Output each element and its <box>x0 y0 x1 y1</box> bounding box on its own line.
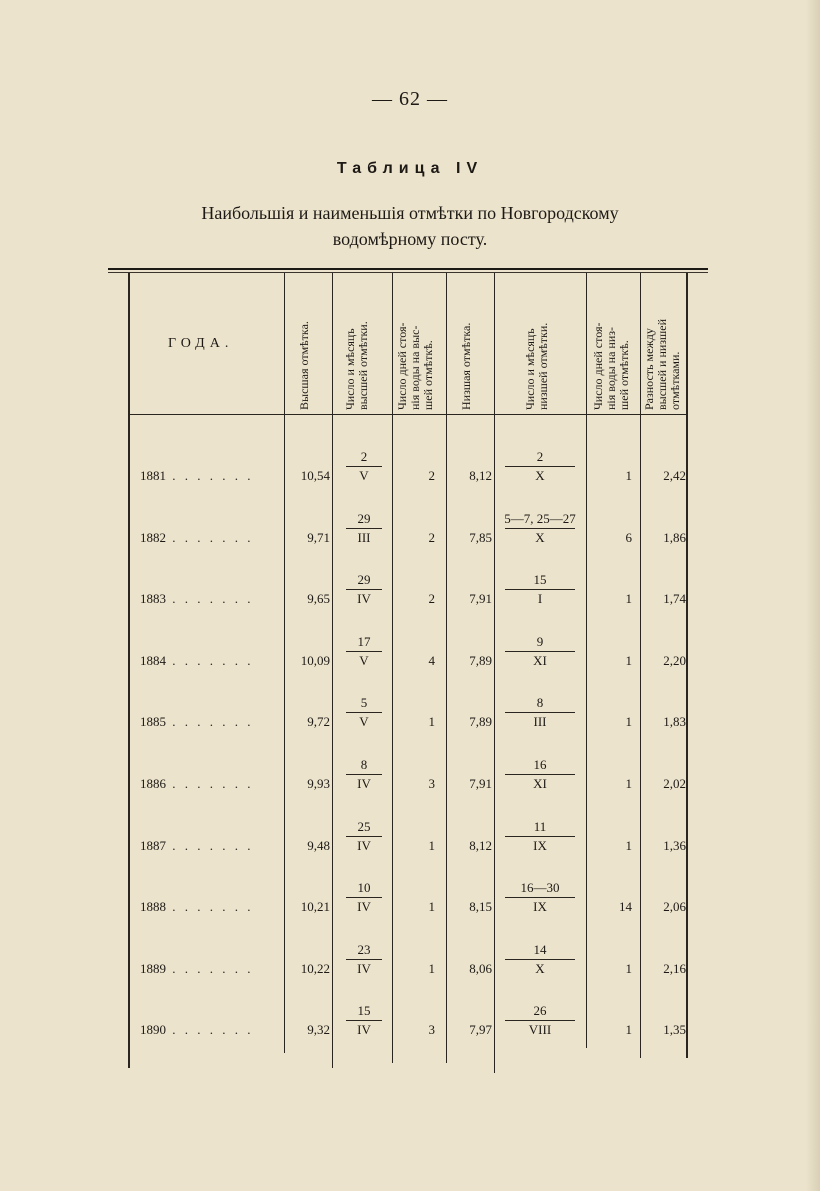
low-mark-cell: 7,89 <box>469 714 492 729</box>
high-date-cell <box>336 511 392 546</box>
high-date-cell <box>336 757 392 792</box>
high-date-day: 10 <box>357 880 371 895</box>
year-cell <box>140 653 280 669</box>
low-days-cell: 1 <box>625 838 632 853</box>
difference-cell: 1,35 <box>663 1022 686 1037</box>
low-date-month: III <box>533 714 547 729</box>
low-date-day: 2 <box>536 449 544 464</box>
leader-dots: . . . . . . . <box>166 591 254 606</box>
header-high-days-line1: Число дней стоя- <box>395 322 409 410</box>
high-date-day: 17 <box>357 634 371 649</box>
difference-cell: 2,16 <box>663 961 686 976</box>
low-date-cell <box>496 634 584 669</box>
year-value: 1885 <box>140 714 166 729</box>
difference-cell: 1,83 <box>663 714 686 729</box>
high-date-cell <box>336 819 392 854</box>
low-date-month: XI <box>533 776 547 791</box>
header-high-days-line2: нія воды на выс- <box>408 325 422 410</box>
high-date-month: V <box>359 468 369 483</box>
low-days-cell: 1 <box>625 653 632 668</box>
year-cell <box>140 591 280 607</box>
table-row <box>0 880 820 946</box>
year-cell <box>140 1022 280 1038</box>
low-date-day: 14 <box>533 942 547 957</box>
fraction-bar <box>346 959 382 960</box>
low-date-cell <box>496 449 584 484</box>
fraction-bar <box>346 589 382 590</box>
title-line-1: Наибольшія и наименьшія отмѣтки по Новгородскому <box>201 203 619 223</box>
year-value: 1888 <box>140 899 166 914</box>
low-date-day: 16—30 <box>520 880 560 895</box>
header-high-date-line1: Число и мѣсяцъ <box>343 328 357 410</box>
fraction-bar <box>505 651 575 652</box>
high-date-day: 29 <box>357 572 371 587</box>
fraction-bar <box>505 589 575 590</box>
header-low-days-line2: нія воды на низ- <box>604 326 618 410</box>
fraction-bar <box>346 836 382 837</box>
low-date-day: 16 <box>533 757 547 772</box>
year-value: 1887 <box>140 838 166 853</box>
header-low-days-line3: шей отмѣткѣ. <box>617 340 631 410</box>
high-date-month: IV <box>357 591 371 606</box>
high-mark-cell: 9,65 <box>307 591 330 606</box>
high-days-cell: 3 <box>428 1022 435 1037</box>
fraction-bar <box>346 651 382 652</box>
high-mark-cell: 9,93 <box>307 776 330 791</box>
difference-cell: 2,02 <box>663 776 686 791</box>
page-number: — 62 — <box>372 88 448 110</box>
low-days-cell: 14 <box>619 899 632 914</box>
high-mark-cell: 10,09 <box>300 653 330 668</box>
year-cell <box>140 776 280 792</box>
low-mark-cell: 7,91 <box>469 776 492 791</box>
header-low-days <box>592 322 631 410</box>
fraction-bar <box>505 466 575 467</box>
low-mark-cell: 7,97 <box>469 1022 492 1037</box>
year-value: 1881 <box>140 468 166 483</box>
high-date-month: III <box>357 530 371 545</box>
low-date-month: X <box>535 468 545 483</box>
high-date-cell <box>336 572 392 607</box>
low-days-cell: 1 <box>625 468 632 483</box>
fraction-bar <box>505 1020 575 1021</box>
high-mark-cell: 9,48 <box>307 838 330 853</box>
high-date-month: IV <box>357 838 371 853</box>
high-date-month: V <box>359 653 369 668</box>
title-line-2: водомѣрному посту. <box>332 229 488 249</box>
header-rule <box>128 414 688 415</box>
high-days-cell: 1 <box>428 714 435 729</box>
table-row <box>0 757 820 823</box>
low-mark-cell: 8,06 <box>469 961 492 976</box>
leader-dots: . . . . . . . <box>166 838 254 853</box>
header-difference-line3: отмѣтками. <box>668 351 682 410</box>
header-high-date <box>344 321 370 410</box>
header-difference-line2: высшей и низшей <box>655 318 669 410</box>
high-date-day: 5 <box>360 695 368 710</box>
fraction-bar <box>505 959 575 960</box>
difference-cell: 2,06 <box>663 899 686 914</box>
low-date-month: IX <box>533 899 547 914</box>
high-date-month: IV <box>357 776 371 791</box>
header-difference-line1: Разность между <box>642 328 656 410</box>
header-difference <box>643 319 682 410</box>
difference-cell: 1,36 <box>663 838 686 853</box>
high-date-day: 8 <box>360 757 368 772</box>
header-low-mark <box>460 323 473 410</box>
high-date-month: V <box>359 714 369 729</box>
high-days-cell: 4 <box>428 653 435 668</box>
high-days-cell: 2 <box>428 591 435 606</box>
low-mark-cell: 7,85 <box>469 530 492 545</box>
low-mark-cell: 8,12 <box>469 838 492 853</box>
leader-dots: . . . . . . . <box>166 1022 254 1037</box>
fraction-bar <box>505 774 575 775</box>
low-days-cell: 1 <box>625 961 632 976</box>
leader-dots: . . . . . . . <box>166 653 254 668</box>
fraction-bar <box>505 712 575 713</box>
high-date-month: IV <box>357 899 371 914</box>
high-mark-cell: 9,71 <box>307 530 330 545</box>
high-date-day: 29 <box>357 511 371 526</box>
year-cell <box>140 530 280 546</box>
low-date-cell <box>496 880 584 915</box>
header-high-mark <box>298 321 311 410</box>
year-cell <box>140 468 280 484</box>
year-value: 1889 <box>140 961 166 976</box>
low-date-day: 15 <box>533 572 547 587</box>
year-value: 1883 <box>140 591 166 606</box>
table-row <box>0 942 820 1008</box>
fraction-bar <box>346 1020 382 1021</box>
year-cell <box>140 899 280 915</box>
low-date-cell <box>496 942 584 977</box>
difference-cell: 2,20 <box>663 653 686 668</box>
header-high-days-line3: шей отмѣткѣ. <box>421 340 435 410</box>
high-date-cell <box>336 695 392 730</box>
year-cell <box>140 714 280 730</box>
low-days-cell: 1 <box>625 591 632 606</box>
top-rule-thin <box>108 272 708 273</box>
low-date-cell <box>496 695 584 730</box>
table-row <box>0 572 820 638</box>
header-low-mark-text: Низшая отмѣтка. <box>459 322 473 410</box>
high-date-month: IV <box>357 1022 371 1037</box>
table-row <box>0 695 820 761</box>
low-date-day: 9 <box>536 634 544 649</box>
low-days-cell: 1 <box>625 776 632 791</box>
high-date-cell <box>336 1003 392 1038</box>
fraction-bar <box>346 897 382 898</box>
table-row <box>0 449 820 515</box>
header-low-date-line1: Число и мѣсяцъ <box>523 328 537 410</box>
high-mark-cell: 9,32 <box>307 1022 330 1037</box>
leader-dots: . . . . . . . <box>166 468 254 483</box>
high-date-cell <box>336 634 392 669</box>
high-days-cell: 1 <box>428 899 435 914</box>
leader-dots: . . . . . . . <box>166 776 254 791</box>
low-date-day: 11 <box>533 819 547 834</box>
high-date-cell <box>336 880 392 915</box>
fraction-bar <box>505 836 575 837</box>
year-value: 1884 <box>140 653 166 668</box>
high-days-cell: 1 <box>428 961 435 976</box>
low-date-month: I <box>537 591 543 606</box>
year-cell <box>140 961 280 977</box>
high-date-day: 15 <box>357 1003 371 1018</box>
leader-dots: . . . . . . . <box>166 530 254 545</box>
high-date-day: 2 <box>360 449 368 464</box>
low-days-cell: 6 <box>625 530 632 545</box>
year-cell <box>140 838 280 854</box>
leader-dots: . . . . . . . <box>166 714 254 729</box>
header-year: ГОДА. <box>168 336 234 351</box>
high-date-cell <box>336 449 392 484</box>
table-row <box>0 511 820 577</box>
high-date-cell <box>336 942 392 977</box>
low-date-day: 5—7, 25—27 <box>504 511 576 526</box>
fraction-bar <box>505 528 575 529</box>
table-row <box>0 634 820 700</box>
year-value: 1886 <box>140 776 166 791</box>
high-days-cell: 3 <box>428 776 435 791</box>
high-date-month: IV <box>357 961 371 976</box>
low-date-cell <box>496 572 584 607</box>
top-rule <box>108 268 708 270</box>
fraction-bar <box>346 466 382 467</box>
table-row <box>0 819 820 885</box>
high-date-day: 23 <box>357 942 371 957</box>
low-mark-cell: 7,91 <box>469 591 492 606</box>
header-high-mark-text: Высшая отмѣтка. <box>297 321 311 410</box>
low-date-day: 26 <box>533 1003 547 1018</box>
header-low-days-line1: Число дней стоя- <box>591 322 605 410</box>
low-mark-cell: 8,12 <box>469 468 492 483</box>
fraction-bar <box>346 712 382 713</box>
high-mark-cell: 10,54 <box>300 468 330 483</box>
header-high-date-line2: высшей отмѣтки. <box>356 321 370 410</box>
high-mark-cell: 10,22 <box>300 961 330 976</box>
low-date-month: X <box>535 961 545 976</box>
leader-dots: . . . . . . . <box>166 899 254 914</box>
fraction-bar <box>505 897 575 898</box>
low-date-day: 8 <box>536 695 544 710</box>
difference-cell: 1,86 <box>663 530 686 545</box>
low-date-cell <box>496 757 584 792</box>
low-date-month: VIII <box>528 1022 552 1037</box>
low-date-cell <box>496 1003 584 1038</box>
year-value: 1882 <box>140 530 166 545</box>
difference-cell: 2,42 <box>663 468 686 483</box>
fraction-bar <box>346 774 382 775</box>
high-days-cell: 2 <box>428 530 435 545</box>
high-date-day: 25 <box>357 819 371 834</box>
low-days-cell: 1 <box>625 1022 632 1037</box>
fraction-bar <box>346 528 382 529</box>
low-mark-cell: 8,15 <box>469 899 492 914</box>
table-row <box>0 1003 820 1069</box>
difference-cell: 1,74 <box>663 591 686 606</box>
high-mark-cell: 10,21 <box>300 899 330 914</box>
low-days-cell: 1 <box>625 714 632 729</box>
high-days-cell: 1 <box>428 838 435 853</box>
high-days-cell: 2 <box>428 468 435 483</box>
leader-dots: . . . . . . . <box>166 961 254 976</box>
header-high-days <box>396 322 435 410</box>
low-date-cell <box>496 511 584 546</box>
table-label: Таблица IV <box>336 160 484 177</box>
low-date-month: XI <box>533 653 547 668</box>
header-low-date <box>524 323 550 410</box>
year-value: 1890 <box>140 1022 166 1037</box>
low-mark-cell: 7,89 <box>469 653 492 668</box>
high-mark-cell: 9,72 <box>307 714 330 729</box>
low-date-month: X <box>535 530 545 545</box>
header-low-date-line2: низшей отмѣтки. <box>536 322 550 410</box>
low-date-month: IX <box>533 838 547 853</box>
table-title <box>0 200 820 252</box>
low-date-cell <box>496 819 584 854</box>
